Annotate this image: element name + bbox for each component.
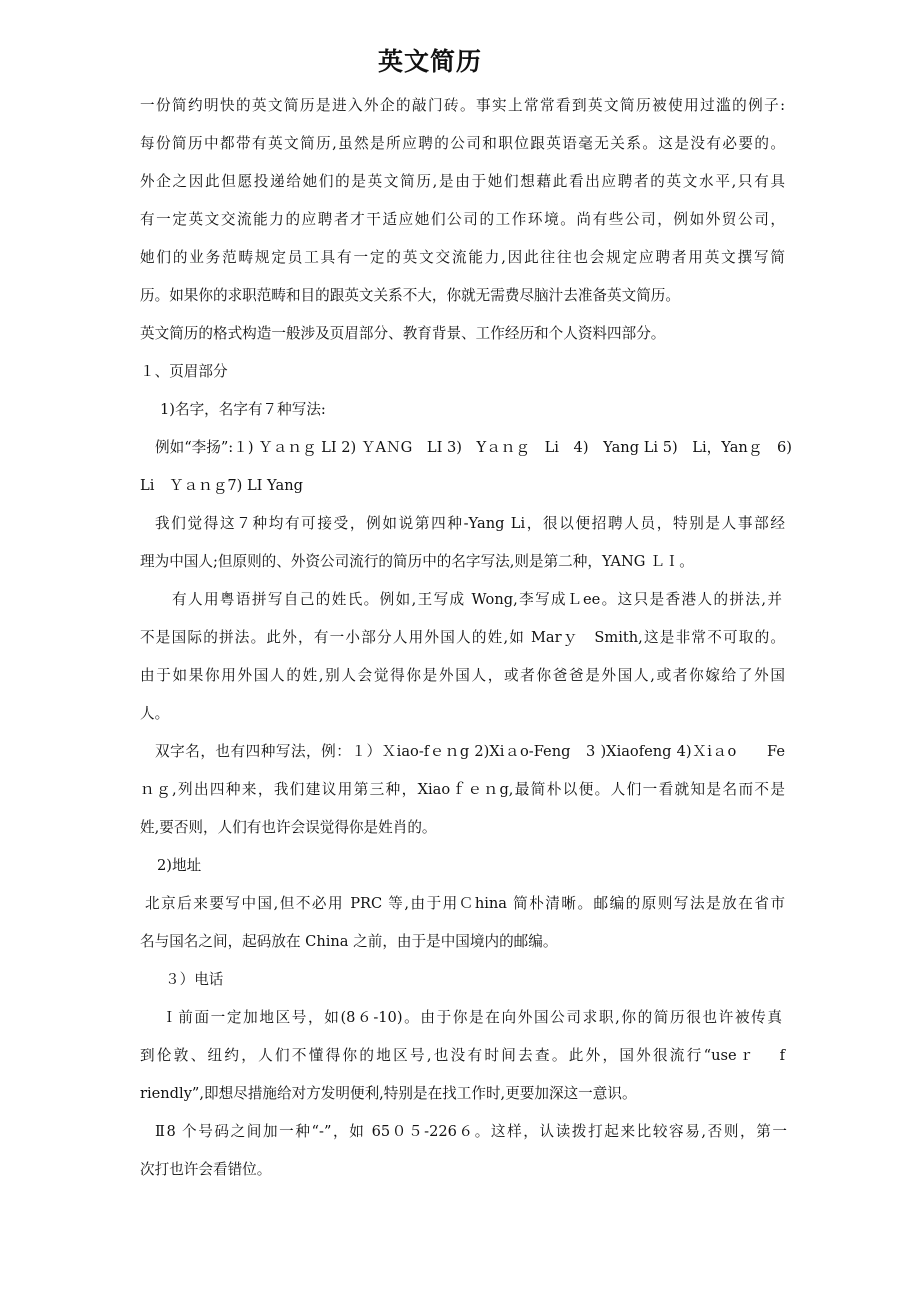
paragraph-line: 不是国际的拼法。此外，有一小部分人用外国人的姓,如 Marｙ Smith,这是非常不可取的。 <box>140 629 785 646</box>
subsection-heading: 1)名字，名字有７种写法: <box>160 401 326 418</box>
paragraph-line: 每份简历中都带有英文简历,虽然是所应聘的公司和职位跟英语毫无关系。这是没有必要的。 <box>140 135 785 152</box>
paragraph-line: Ｉ前面一定加地区号，如(8６-10)。由于你是在向外国公司求职,你的简历很也许被传真 <box>162 1009 782 1026</box>
paragraph-line: 由于如果你用外国人的姓,别人会觉得你是外国人，或者你爸爸是外国人,或者你嫁给了外国 <box>140 667 785 684</box>
section-heading: １、页眉部分 <box>140 363 228 380</box>
paragraph-line: 到伦敦、纽约，人们不懂得你的地区号,也没有时间去查。此外，国外很流行“useｒ f <box>140 1047 785 1064</box>
paragraph-line: 她们的业务范畴规定员工具有一定的英文交流能力,因此往往也会规定应聘者用英文撰写简 <box>140 249 785 266</box>
paragraph-line: 双字名，也有四种写法，例：１）Ｘiao-fｅｎg 2)Xiａo-Feng 3 )Xiaofeng 4)Ｘiａo Fe <box>155 743 785 760</box>
paragraph-line: 有人用粤语拼写自己的姓氏。例如,王写成 Wong,李写成Ｌee。这只是香港人的拼法,并 <box>172 591 782 608</box>
paragraph-line: 历。如果你的求职范畴和目的跟英文关系不大，你就无需费尽脑汁去准备英文简历。 <box>140 287 680 304</box>
paragraph-line: 英文简历的格式构造一般涉及页眉部分、教育背景、工作经历和个人资料四部分。 <box>140 325 666 342</box>
paragraph-line: 例如“李扬”:１) Ｙａｎｇ LI 2) ＹAＮG LI 3) Yａｎｇ Li 4) Yang Li 5) Li，Yanｇ 6) <box>155 439 792 456</box>
paragraph-line: 我们觉得这７种均有可接受，例如说第四种-Yang Li，很以便招聘人员，特别是人事部经 <box>155 515 785 532</box>
paragraph-line: 有一定英文交流能力的应聘者才干适应她们公司的工作环境。尚有些公司，例如外贸公司， <box>140 211 785 228</box>
paragraph-line: 次打也许会看错位。 <box>140 1161 272 1178</box>
subsection-heading: ３）电话 <box>165 971 224 988</box>
subsection-heading: 2)地址 <box>157 857 202 874</box>
document-title: 英文简历 <box>377 47 482 76</box>
paragraph-line: riendly”,即想尽措施给对方发明便利,特别是在找工作时,更要加深这一意识。 <box>140 1085 637 1102</box>
paragraph-line: 外企之因此但愿投递给她们的是英文简历,是由于她们想藉此看出应聘者的英文水平,只有具 <box>140 173 785 190</box>
paragraph-line: 理为中国人;但原则的、外资公司流行的简历中的名字写法,则是第二种，YANG ＬＩ。 <box>140 553 694 570</box>
paragraph-line: 北京后来要写中国,但不必用 PRC 等,由于用Ｃhina 简朴清晰。邮编的原则写法是放在省市 <box>145 895 785 912</box>
paragraph-line: 姓,要否则，人们有也许会误觉得你是姓肖的。 <box>140 819 437 836</box>
paragraph-line: Ⅱ8 个号码之间加一种“-”，如 65０５-226６。这样，认读拨打起来比较容易,否则，第一 <box>155 1123 787 1140</box>
paragraph-line: Li Ｙａｎｇ7) LI Yang <box>140 477 303 494</box>
paragraph-line: 人。 <box>140 705 170 722</box>
paragraph-line: 名与国名之间，起码放在 China 之前，由于是中国境内的邮编。 <box>140 933 558 950</box>
paragraph-line: 一份简约明快的英文简历是进入外企的敲门砖。事实上常常看到英文简历被使用过滥的例子: <box>140 97 785 114</box>
paragraph-line: ｎｇ,列出四种来，我们建议用第三种，Xiaoｆｅｎg,最简朴以便。人们一看就知是名而不是 <box>140 781 785 798</box>
